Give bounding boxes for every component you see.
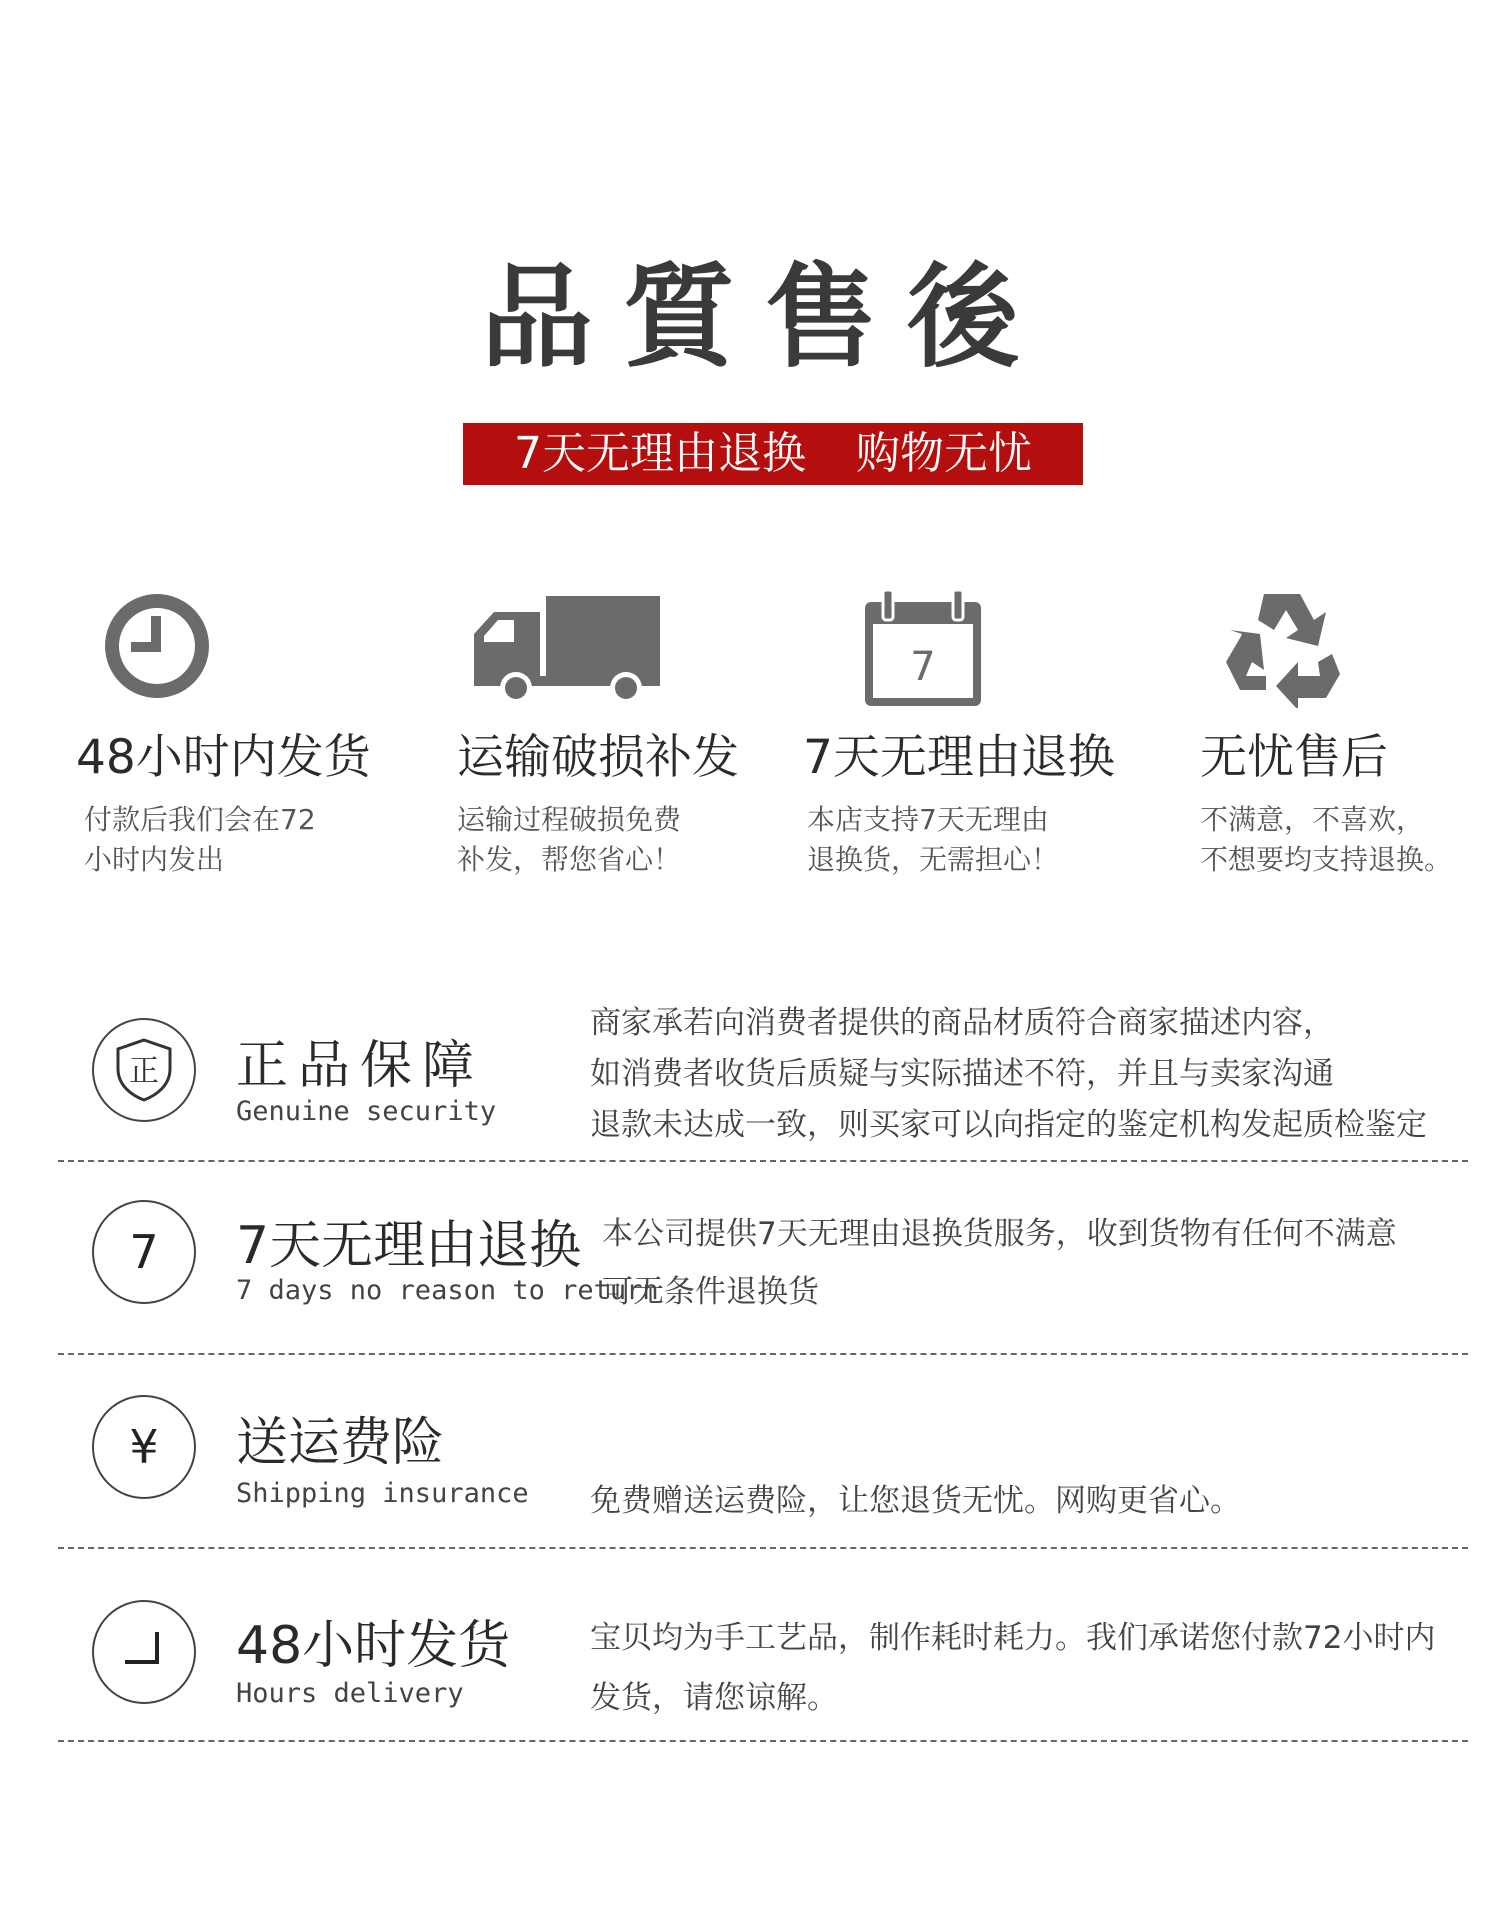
page-title: 品質售後: [481, 252, 1049, 383]
feature-title: 无忧售后: [1200, 730, 1388, 785]
truck-icon: [474, 596, 660, 704]
feature-desc: 本店支持7天无理由 退换货，无需担心！: [807, 803, 1060, 876]
divider: [58, 1160, 1468, 1162]
row-title: 正品保障: [236, 1036, 485, 1096]
row-subtitle: Hours delivery: [236, 1678, 464, 1709]
row-desc: 宝贝均为手工艺品，制作耗时耗力。我们承诺您付款72小时内 发货，请您谅解。: [590, 1620, 1436, 1716]
calendar-icon: [863, 590, 983, 708]
divider: [58, 1740, 1468, 1742]
shield-icon: [92, 1018, 196, 1122]
row-desc: 商家承若向消费者提供的商品材质符合商家描述内容， 如消费者收货后质疑与实际描述不符，并且与卖家沟通 退款未达成一致，则买家可以向指定的鉴定机构发起质检鉴定: [590, 1005, 1427, 1143]
feature-desc: 运输过程破损免费 补发，帮您省心！: [457, 803, 682, 876]
divider: [58, 1353, 1468, 1355]
row-desc: 免费赠送运费险，让您退货无忧。网购更省心。: [590, 1483, 1241, 1519]
feature-title: 48小时内发货: [76, 730, 371, 785]
subtitle-banner: [463, 423, 1083, 485]
divider: [58, 1547, 1468, 1549]
row-title: 48小时发货: [236, 1616, 511, 1676]
feature-desc: 付款后我们会在72 小时内发出: [84, 803, 316, 876]
svg-text:正: 正: [129, 1054, 159, 1089]
seven-icon: 7: [92, 1200, 196, 1304]
recycle-icon: [1222, 590, 1342, 708]
row-subtitle: Shipping insurance: [236, 1478, 529, 1509]
row-title: 送运费险: [236, 1413, 445, 1473]
clock-hands-icon: [92, 1600, 196, 1704]
row-subtitle: 7 days no reason to return: [236, 1275, 659, 1306]
feature-desc: 不满意，不喜欢， 不想要均支持退换。: [1200, 803, 1453, 876]
yen-icon: ¥: [92, 1395, 196, 1499]
svg-text:7: 7: [910, 644, 936, 690]
feature-title: 运输破损补发: [457, 730, 739, 785]
clock-icon: [101, 590, 213, 702]
feature-title: 7天无理由退换: [803, 730, 1115, 785]
subtitle-right: 购物无忧: [856, 428, 1032, 479]
row-subtitle: Genuine security: [236, 1096, 497, 1127]
row-desc: 本公司提供7天无理由退换货服务，收到货物有任何不满意 可无条件退换货: [602, 1216, 1397, 1310]
subtitle-left: 7天无理由退换: [514, 428, 806, 479]
row-title: 7天无理由退换: [236, 1216, 582, 1276]
